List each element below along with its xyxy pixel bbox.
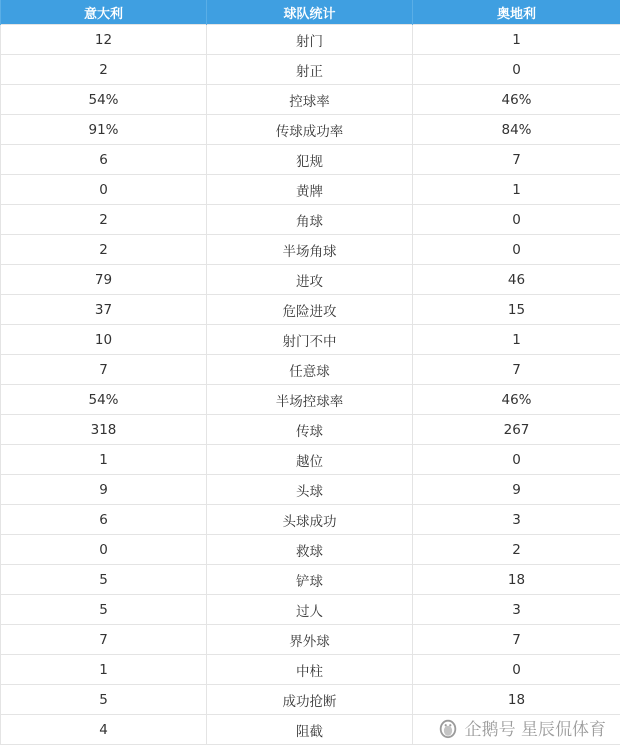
- table-row: [1, 55, 620, 85]
- left-value: 37: [1, 295, 207, 325]
- left-value: 9: [1, 475, 207, 505]
- stat-name: 头球: [207, 475, 413, 505]
- stat-name: 中柱: [207, 655, 413, 685]
- stat-name: 头球成功: [207, 505, 413, 535]
- table-row: [1, 25, 620, 55]
- left-value: 4: [1, 715, 207, 745]
- right-value: 1: [413, 325, 620, 355]
- table-row: [1, 535, 620, 565]
- stat-name: 越位: [207, 445, 413, 475]
- stat-name: 射正: [207, 55, 413, 85]
- stat-name: 控球率: [207, 85, 413, 115]
- stat-name: 角球: [207, 205, 413, 235]
- watermark-text: 企鹅号 星辰侃体育: [464, 720, 606, 740]
- right-value: 0: [413, 55, 620, 85]
- right-value: 2: [413, 535, 620, 565]
- left-value: 2: [1, 55, 207, 85]
- stat-name: 过人: [207, 595, 413, 625]
- stat-name: 犯规: [207, 145, 413, 175]
- table-row: [1, 565, 620, 595]
- stat-name: 铲球: [207, 565, 413, 595]
- right-value: 7: [413, 355, 620, 385]
- right-value: 0: [413, 655, 620, 685]
- table-row: [1, 505, 620, 535]
- stat-name: 进攻: [207, 265, 413, 295]
- left-value: 5: [1, 685, 207, 715]
- table-row: [1, 145, 620, 175]
- right-value: [413, 715, 620, 745]
- left-value: 91%: [1, 115, 207, 145]
- table-row: [1, 595, 620, 625]
- table-row: [1, 715, 620, 745]
- stat-name: 黄牌: [207, 175, 413, 205]
- right-value: 7: [413, 145, 620, 175]
- stat-name: 射门不中: [207, 325, 413, 355]
- stat-name: 任意球: [207, 355, 413, 385]
- left-value: 54%: [1, 385, 207, 415]
- stat-name: 成功抢断: [207, 685, 413, 715]
- stat-name: 阻截: [207, 715, 413, 745]
- left-value: 7: [1, 625, 207, 655]
- left-value: 2: [1, 235, 207, 265]
- right-value: 0: [413, 205, 620, 235]
- right-value: 46%: [413, 385, 620, 415]
- left-value: 79: [1, 265, 207, 295]
- left-value: 0: [1, 175, 207, 205]
- right-value: 18: [413, 685, 620, 715]
- stat-name: 射门: [207, 25, 413, 55]
- left-value: 0: [1, 535, 207, 565]
- right-value: 9: [413, 475, 620, 505]
- left-value: 318: [1, 415, 207, 445]
- table-row: [1, 355, 620, 385]
- right-value: 267: [413, 415, 620, 445]
- header-row: [1, 0, 620, 25]
- table-row: [1, 625, 620, 655]
- stat-name: 传球: [207, 415, 413, 445]
- right-value: 46: [413, 265, 620, 295]
- left-value: 5: [1, 565, 207, 595]
- stat-name: 救球: [207, 535, 413, 565]
- header-team-right: 奥地利: [413, 0, 620, 25]
- right-value: 7: [413, 625, 620, 655]
- left-value: 1: [1, 445, 207, 475]
- right-value: 84%: [413, 115, 620, 145]
- stat-name: 界外球: [207, 625, 413, 655]
- left-value: 6: [1, 505, 207, 535]
- table-row: [1, 265, 620, 295]
- header-stat-name: 球队统计: [207, 0, 413, 25]
- stat-name: 半场控球率: [207, 385, 413, 415]
- table-row: [1, 475, 620, 505]
- left-value: 5: [1, 595, 207, 625]
- left-value: 54%: [1, 85, 207, 115]
- header-team-left: 意大利: [1, 0, 207, 25]
- table-row: [1, 235, 620, 265]
- table-body: [1, 25, 620, 745]
- right-value: 3: [413, 505, 620, 535]
- table-row: [1, 115, 620, 145]
- table-row: [1, 175, 620, 205]
- table-row: [1, 655, 620, 685]
- stat-name: 传球成功率: [207, 115, 413, 145]
- left-value: 7: [1, 355, 207, 385]
- left-value: 10: [1, 325, 207, 355]
- left-value: 12: [1, 25, 207, 55]
- table-header: [1, 0, 620, 25]
- table-row: [1, 385, 620, 415]
- table-row: [1, 295, 620, 325]
- table-row: [1, 205, 620, 235]
- stat-name: 半场角球: [207, 235, 413, 265]
- right-value: 1: [413, 25, 620, 55]
- right-value: 3: [413, 595, 620, 625]
- table-row: [1, 685, 620, 715]
- right-value: 1: [413, 175, 620, 205]
- table-row: [1, 325, 620, 355]
- left-value: 6: [1, 145, 207, 175]
- stat-name: 危险进攻: [207, 295, 413, 325]
- table-row: [1, 85, 620, 115]
- right-value: 0: [413, 445, 620, 475]
- right-value: 18: [413, 565, 620, 595]
- right-value: 0: [413, 235, 620, 265]
- left-value: 2: [1, 205, 207, 235]
- table-row: [1, 445, 620, 475]
- right-value: 46%: [413, 85, 620, 115]
- left-value: 1: [1, 655, 207, 685]
- table-row: [1, 415, 620, 445]
- right-value: 15: [413, 295, 620, 325]
